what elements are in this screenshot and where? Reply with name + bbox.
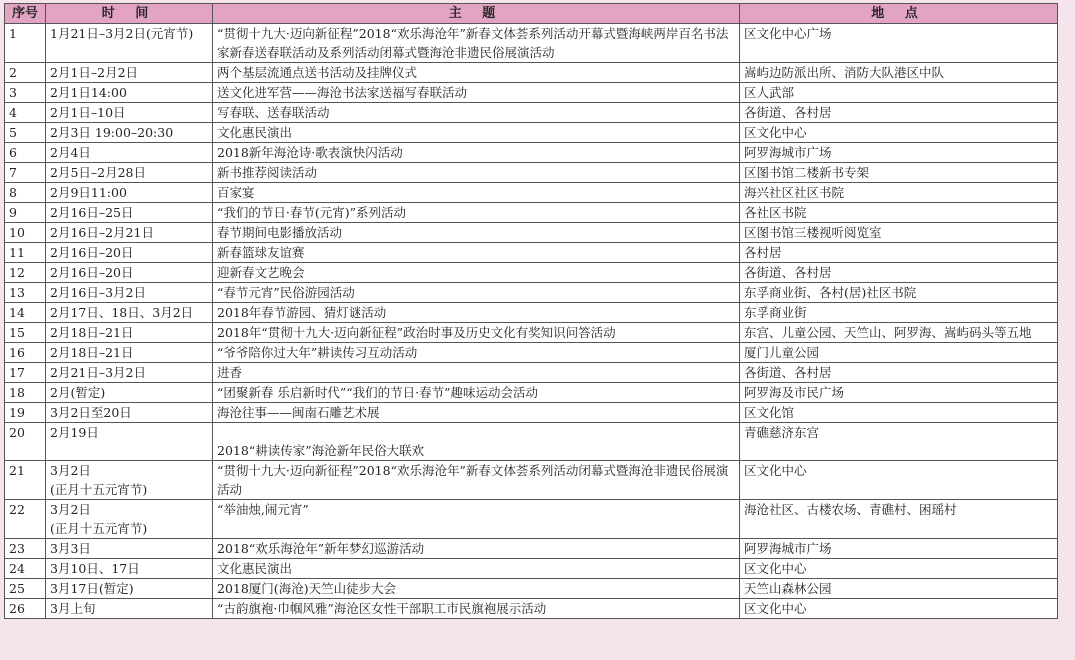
cell-place: 各街道、各村居 (740, 263, 1058, 283)
table-body (5, 24, 1058, 619)
cell-theme: 文化惠民演出 (213, 559, 740, 579)
cell-no: 1 (5, 24, 46, 63)
cell-theme: “团聚新春 乐启新时代”“我们的节日·春节”趣味运动会活动 (213, 383, 740, 403)
cell-place: 阿罗海城市广场 (740, 539, 1058, 559)
cell-theme: 海沧往事——闽南石雕艺术展 (213, 403, 740, 423)
table-row (5, 243, 1058, 263)
cell-no: 8 (5, 183, 46, 203)
table-row (5, 461, 1058, 500)
cell-place: 天竺山森林公园 (740, 579, 1058, 599)
cell-place: 区文化中心 (740, 559, 1058, 579)
cell-time: 2月5日–2月28日 (46, 163, 213, 183)
cell-no: 6 (5, 143, 46, 163)
cell-time: 2月16日–20日 (46, 263, 213, 283)
cell-time: 2月19日 (46, 423, 213, 461)
cell-theme: “春节元宵”民俗游园活动 (213, 283, 740, 303)
cell-time: 3月10日、17日 (46, 559, 213, 579)
cell-time: 1月21日–3月2日(元宵节) (46, 24, 213, 63)
cell-theme: 2018年“贯彻十九大·迈向新征程”政治时事及历史文化有奖知识问答活动 (213, 323, 740, 343)
table-row (5, 539, 1058, 559)
cell-theme: 文化惠民演出 (213, 123, 740, 143)
cell-time: 2月1日14:00 (46, 83, 213, 103)
cell-place: 区文化馆 (740, 403, 1058, 423)
cell-place: 海沧社区、古楼农场、青礁村、困瑶村 (740, 500, 1058, 539)
cell-time: 2月4日 (46, 143, 213, 163)
cell-no: 19 (5, 403, 46, 423)
cell-theme: 2018“耕读传家”海沧新年民俗大联欢 (213, 423, 740, 461)
table-row (5, 363, 1058, 383)
cell-theme: 写春联、送春联活动 (213, 103, 740, 123)
cell-theme: “贯彻十九大·迈向新征程”2018“欢乐海沧年”新春文体荟系列活动开幕式暨海峡两岸百名书法家新春送春联活动及系列活动闭幕式暨海沧非遗民俗展演活动 (213, 24, 740, 63)
cell-place: 嵩屿边防派出所、消防大队港区中队 (740, 63, 1058, 83)
table-row (5, 123, 1058, 143)
table-row (5, 203, 1058, 223)
cell-theme: 新书推荐阅读活动 (213, 163, 740, 183)
table-row (5, 163, 1058, 183)
cell-theme: 2018“欢乐海沧年”新年梦幻巡游活动 (213, 539, 740, 559)
cell-time: 2月3日 19:00–20:30 (46, 123, 213, 143)
table-row (5, 63, 1058, 83)
cell-time: 3月17日(暂定) (46, 579, 213, 599)
cell-theme: “我们的节日·春节(元宵)”系列活动 (213, 203, 740, 223)
cell-place: 区图书馆二楼新书专架 (740, 163, 1058, 183)
cell-no: 16 (5, 343, 46, 363)
header-no: 序号 (5, 4, 46, 24)
cell-place: 阿罗海城市广场 (740, 143, 1058, 163)
cell-no: 12 (5, 263, 46, 283)
cell-place: 东孚商业街、各村(居)社区书院 (740, 283, 1058, 303)
table-row (5, 599, 1058, 619)
table-row (5, 223, 1058, 243)
cell-no: 7 (5, 163, 46, 183)
cell-no: 9 (5, 203, 46, 223)
cell-time: 2月16日–25日 (46, 203, 213, 223)
table-row (5, 559, 1058, 579)
cell-theme: 新春篮球友谊赛 (213, 243, 740, 263)
event-schedule-table (4, 3, 1058, 619)
table-row (5, 343, 1058, 363)
cell-place: 区图书馆三楼视听阅览室 (740, 223, 1058, 243)
cell-time: 2月1日–10日 (46, 103, 213, 123)
table-row (5, 403, 1058, 423)
cell-no: 5 (5, 123, 46, 143)
table-row (5, 283, 1058, 303)
cell-place: 青礁慈济东宫 (740, 423, 1058, 461)
cell-time: 2月16日–3月2日 (46, 283, 213, 303)
cell-theme: 2018厦门(海沧)天竺山徒步大会 (213, 579, 740, 599)
cell-no: 13 (5, 283, 46, 303)
cell-no: 17 (5, 363, 46, 383)
cell-theme: “举油烛,闹元宵” (213, 500, 740, 539)
cell-no: 24 (5, 559, 46, 579)
cell-time: 2月16日–2月21日 (46, 223, 213, 243)
cell-time: 2月1日–2月2日 (46, 63, 213, 83)
cell-time: 2月18日–21日 (46, 323, 213, 343)
cell-place: 东孚商业街 (740, 303, 1058, 323)
schedule-container (4, 3, 1057, 619)
cell-no: 15 (5, 323, 46, 343)
cell-place: 海兴社区社区书院 (740, 183, 1058, 203)
cell-no: 14 (5, 303, 46, 323)
table-row (5, 183, 1058, 203)
cell-no: 18 (5, 383, 46, 403)
cell-no: 20 (5, 423, 46, 461)
header-theme: 主 题 (213, 4, 740, 24)
cell-theme: 迎新春文艺晚会 (213, 263, 740, 283)
cell-time: 3月2日 (正月十五元宵节) (46, 461, 213, 500)
cell-no: 26 (5, 599, 46, 619)
cell-time: 2月21日–3月2日 (46, 363, 213, 383)
cell-no: 11 (5, 243, 46, 263)
table-row (5, 500, 1058, 539)
cell-place: 区人武部 (740, 83, 1058, 103)
cell-place: 东宫、儿童公园、天竺山、阿罗海、嵩屿码头等五地 (740, 323, 1058, 343)
cell-theme: 送文化进军营——海沧书法家送福写春联活动 (213, 83, 740, 103)
table-row (5, 83, 1058, 103)
cell-place: 厦门儿童公园 (740, 343, 1058, 363)
cell-place: 区文化中心 (740, 123, 1058, 143)
cell-no: 10 (5, 223, 46, 243)
cell-no: 2 (5, 63, 46, 83)
table-row (5, 263, 1058, 283)
cell-time: 3月上旬 (46, 599, 213, 619)
cell-place: 区文化中心 (740, 461, 1058, 500)
cell-time: 2月(暂定) (46, 383, 213, 403)
cell-theme: “爷爷陪你过大年”耕读传习互动活动 (213, 343, 740, 363)
cell-time: 3月2日至20日 (46, 403, 213, 423)
cell-time: 2月9日11:00 (46, 183, 213, 203)
cell-no: 21 (5, 461, 46, 500)
cell-place: 区文化中心 (740, 599, 1058, 619)
cell-no: 22 (5, 500, 46, 539)
cell-place: 各社区书院 (740, 203, 1058, 223)
cell-time: 2月18日–21日 (46, 343, 213, 363)
cell-theme: 百家宴 (213, 183, 740, 203)
header-place: 地 点 (740, 4, 1058, 24)
cell-place: 区文化中心广场 (740, 24, 1058, 63)
cell-theme: “贯彻十九大·迈向新征程”2018“欢乐海沧年”新春文体荟系列活动闭幕式暨海沧非遗民俗展演活动 (213, 461, 740, 500)
cell-theme: 两个基层流通点送书活动及挂牌仪式 (213, 63, 740, 83)
cell-theme: 2018年春节游园、猜灯谜活动 (213, 303, 740, 323)
cell-no: 3 (5, 83, 46, 103)
cell-theme: “古韵旗袍·巾帼风雅”海沧区女性干部职工市民旗袍展示活动 (213, 599, 740, 619)
table-row (5, 579, 1058, 599)
cell-place: 阿罗海及市民广场 (740, 383, 1058, 403)
cell-no: 4 (5, 103, 46, 123)
table-row (5, 143, 1058, 163)
cell-place: 各街道、各村居 (740, 103, 1058, 123)
header-time: 时 间 (46, 4, 213, 24)
cell-time: 3月3日 (46, 539, 213, 559)
table-row (5, 103, 1058, 123)
cell-no: 23 (5, 539, 46, 559)
cell-time: 2月17日、18日、3月2日 (46, 303, 213, 323)
cell-theme: 春节期间电影播放活动 (213, 223, 740, 243)
table-header-row (5, 4, 1058, 24)
table-row (5, 24, 1058, 63)
cell-theme: 进香 (213, 363, 740, 383)
table-row (5, 323, 1058, 343)
cell-time: 2月16日–20日 (46, 243, 213, 263)
table-row (5, 383, 1058, 403)
cell-place: 各街道、各村居 (740, 363, 1058, 383)
cell-theme: 2018新年海沧诗·歌表演快闪活动 (213, 143, 740, 163)
cell-time: 3月2日 (正月十五元宵节) (46, 500, 213, 539)
cell-no: 25 (5, 579, 46, 599)
table-row (5, 423, 1058, 461)
cell-place: 各村居 (740, 243, 1058, 263)
table-row (5, 303, 1058, 323)
